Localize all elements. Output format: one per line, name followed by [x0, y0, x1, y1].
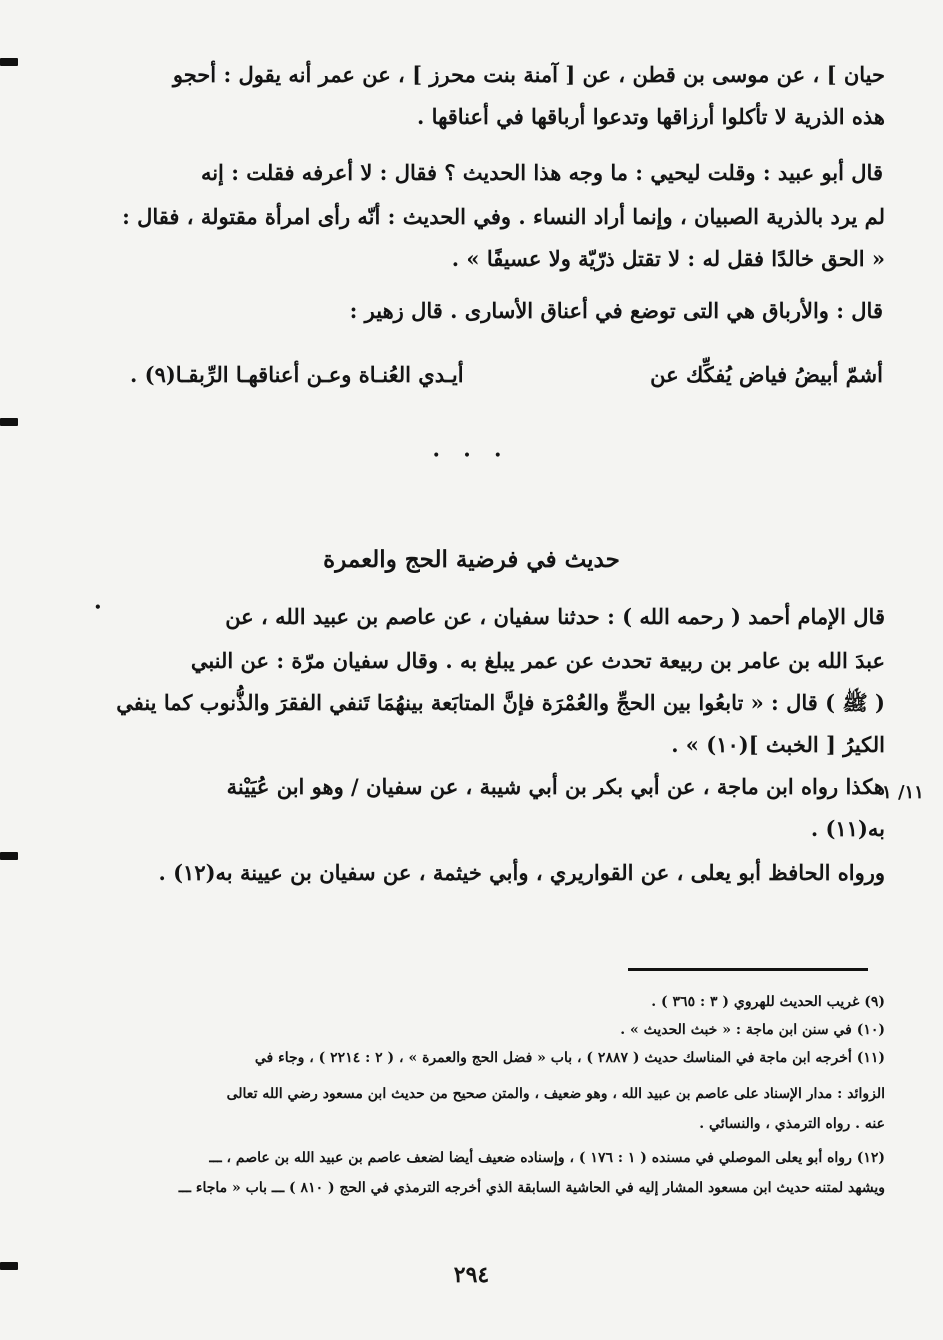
text-line: هذه الذرية لا تأكلوا أرزاقها وتدعوا أرباقها في أعناقها .	[417, 104, 885, 129]
footnote-line: ويشهد لمتنه حديث ابن مسعود المشار إليه في الحاشية السابقة الذي أخرجه الترمذي في الحج ( ٨١٠ ) ـــ باب « ماجاء ـــ	[178, 1180, 885, 1196]
text-line: قال الإمام أحمد ( رحمه الله ) : حدثنا سفيان ، عن عاصم بن عبيد الله ، عن	[225, 604, 885, 629]
verse-first-hemistich: أشمّ أبيضُ فياض يُفكِّك عن	[650, 362, 883, 387]
footnote-line: (١٠) في سنن ابن ماجة : « خبث الحديث » .	[620, 1022, 885, 1038]
text-line: هكذا رواه ابن ماجة ، عن أبي بكر بن أبي شيبة ، عن سفيان / وهو ابن عُيَيْنة	[226, 774, 885, 799]
binding-mark	[0, 58, 18, 66]
binding-mark	[0, 852, 18, 860]
section-title: حديث في فرضية الحج والعمرة	[323, 546, 620, 573]
footnote-line: عنه . رواه الترمذي ، والنسائي .	[699, 1116, 885, 1132]
text-line: قال : والأرباق هي التى توضع في أعناق الأسارى . قال زهير :	[349, 298, 883, 323]
margin-page-reference: ١١/ ١	[882, 782, 924, 803]
footnote-line: (١٢) رواه أبو يعلى الموصلي في مسنده ( ١ : ١٧٦ ) ، وإسناده ضعيف أيضا لضعف عاصم بن عبيد الله بن عاصم ، ـــ	[209, 1150, 885, 1166]
footnote-rule	[628, 968, 868, 971]
text-line: ( ﷺ ) قال : « تابعُوا بين الحجِّ والعُمْرَة فإنَّ المتابَعة بينهُمَا تَنفي الفقرَ والذُّنوب كما ينفي	[116, 690, 885, 715]
text-line: ورواه الحافظ أبو يعلى ، عن القواريري ، وأبي خيثمة ، عن سفيان بن عيينة به(١٢) .	[158, 860, 885, 885]
text-line: « الحق خالدًا فقل له : لا تقتل ذرّيّة ولا عسيفًا » .	[451, 246, 885, 271]
text-line: الكيرُ [ الخبث ](١٠) » .	[671, 732, 885, 757]
section-separator: • • •	[432, 448, 511, 464]
verse-second-hemistich: أيـدي العُنـاة وعـن أعناقهـا الرِّبقـا(٩) .	[130, 362, 464, 387]
margin-star: •	[94, 600, 102, 614]
text-line: به(١١) .	[810, 816, 885, 841]
page-number: ٢٩٤	[453, 1262, 490, 1288]
text-line: قال أبو عبيد : وقلت ليحيي : ما وجه هذا الحديث ؟ فقال : لا أعرفه فقلت : إنه	[200, 160, 883, 185]
text-line: عبدَ الله بن عامر بن ربيعة تحدث عن عمر يبلغ به . وقال سفيان مرّة : عن النبي	[190, 648, 885, 673]
footnote-line: الزوائد : مدار الإسناد على عاصم بن عبيد الله ، وهو ضعيف ، والمتن صحيح من حديث ابن مسعود رضي الله تعالى	[226, 1086, 885, 1102]
binding-mark	[0, 418, 18, 426]
text-line: لم يرد بالذرية الصبيان ، وإنما أراد النساء . وفي الحديث : أنّه رأى امرأة مقتولة ، فقال :	[122, 204, 885, 229]
footnote-line: (١١) أخرجه ابن ماجة في المناسك حديث ( ٢٨٨٧ ) ، باب « فضل الحج والعمرة » ، ( ٢ : ٢٢١٤ ) ، وجاء في	[254, 1050, 885, 1066]
text-line: حيان ] ، عن موسى بن قطن ، عن [ آمنة بنت محرز ] ، عن عمر أنه يقول : أحجو	[172, 62, 885, 87]
footnote-line: (٩) غريب الحديث للهروي ( ٣ : ٣٦٥ ) .	[651, 994, 885, 1010]
